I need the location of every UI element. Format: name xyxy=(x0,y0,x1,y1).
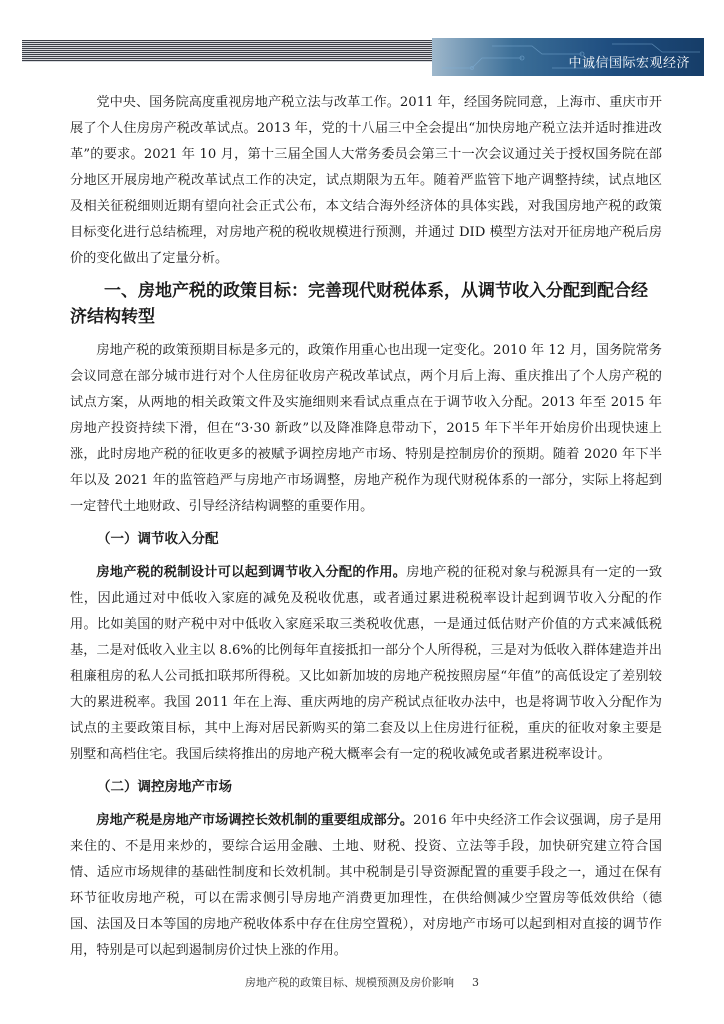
subsection-heading-market: （二）调控房地产市场 xyxy=(97,779,232,795)
income-body-text: 房地产税的征税对象与税源具有一定的一致性，因此通过对中低收入家庭的减免及税收优惠，或者通过累进税税率设计起到调节收入分配的作用。比如美国的财产税中对中低收入家庭采取三类税收优惠，一是通过低估财产价值的方式来减低税基，二是对低收入业主以 8.6%的比例每年直接抵扣一部分个人所得税，三是对为低收入群体建造并出租廉租房的私人公司抵扣联邦所得税。又比如新加坡的房地产税按照房屋“年值”的高低设定了差别较大的累进税率。我国 2011 年在上海、重庆两地的房产税试点征收办法中，也是将调节收入分配作为试点的主要政策目标，其中上海对居民新购买的第二套及以上住房进行征税，重庆的征收对象主要是别墅和高档住宅。我国后续将推出的房地产税大概率会有一定的税收减免或者累进税率设计。 xyxy=(70,565,663,762)
market-body-text: 2016 年中央经济工作会议强调，房子是用来住的、不是用来炒的，要综合运用金融、土地、财税、投资、立法等手段，加快研究建立符合国情、适应市场规律的基础性制度和长效机制。其中税制是引导资源配置的重要手段之一，通过在保有环节征收房地产税，可以在需求侧引导房地产消费更加理性，在供给侧减少空置房等低效供给（德国、法国及日本等国的房地产税收体系中存在住房空置税），对房地产市场可以起到相对直接的调节作用，特别是可以起到遏制房价过快上涨的作用。 xyxy=(70,813,662,958)
page-number: 3 xyxy=(472,976,479,989)
header-title: 中诚信国际宏观经济 xyxy=(568,56,690,71)
document-body xyxy=(70,90,662,970)
market-lead-sentence: 房地产税是房地产市场调控长效机制的重要组成部分。 xyxy=(96,813,414,828)
section-heading: 一、房地产税的政策目标：完善现代财税体系，从调节收入分配到配合经济结构转型 xyxy=(70,281,648,327)
income-lead-sentence: 房地产税的税制设计可以起到调节收入分配的作用。 xyxy=(96,565,407,580)
subsection-heading-income: （一）调节收入分配 xyxy=(97,531,219,547)
income-paragraph xyxy=(70,560,662,768)
market-paragraph xyxy=(70,808,662,964)
page-header xyxy=(22,38,704,76)
intro-paragraph: 党中央、国务院高度重视房地产税立法与改革工作。2011 年，经国务院同意，上海市、重庆市开展了个人住房房产税改革试点。2013 年，党的十八届三中全会提出“加快房地产税立法并适时推进改革”的要求。2021 年 10 月，第十三届全国人大常务委员会第三十一次会议通过关于授权国务院在部分地区开展房地产税改革试点工作的决定，试点期限为五年。随着严监管下地产调整持续，试点地区及相关征税细则近期有望向社会正式公布，本文结合海外经济体的具体实践，对我国房地产税的政策目标变化进行总结梳理，对房地产税的税收规模进行预测，并通过 DID 模型方法对开征房地产税后房价的变化做出了定量分析。 xyxy=(70,95,662,266)
header-stripe-decoration xyxy=(22,40,442,62)
section-paragraph: 房地产税的政策预期目标是多元的，政策作用重心也出现一定变化。2010 年 12 月，国务院常务会议同意在部分城市进行对个人住房征收房产税改革试点，两个月后上海、重庆推出了个人房产税的试点方案，从两地的相关政策文件及实施细则来看试点重点在于调节收入分配。2013 年至 2015 年房地产投资持续下滑，但在“3·30 新政”以及降准降息带动下，2015 年下半年开始房价出现快速上涨，此时房地产税的征收更多的被赋予调控房地产市场、特别是控制房价的预期。随着 2020 年下半年以及 2021 年的监管趋严与房地产市场调整，房地产税作为现代财税体系的一部分，实际上将起到一定替代土地财政、引导经济结构调整的重要作用。 xyxy=(70,343,662,514)
footer-title: 房地产税的政策目标、规模预测及房价影响 xyxy=(245,976,454,989)
header-banner xyxy=(432,38,704,76)
page-footer xyxy=(0,974,724,990)
